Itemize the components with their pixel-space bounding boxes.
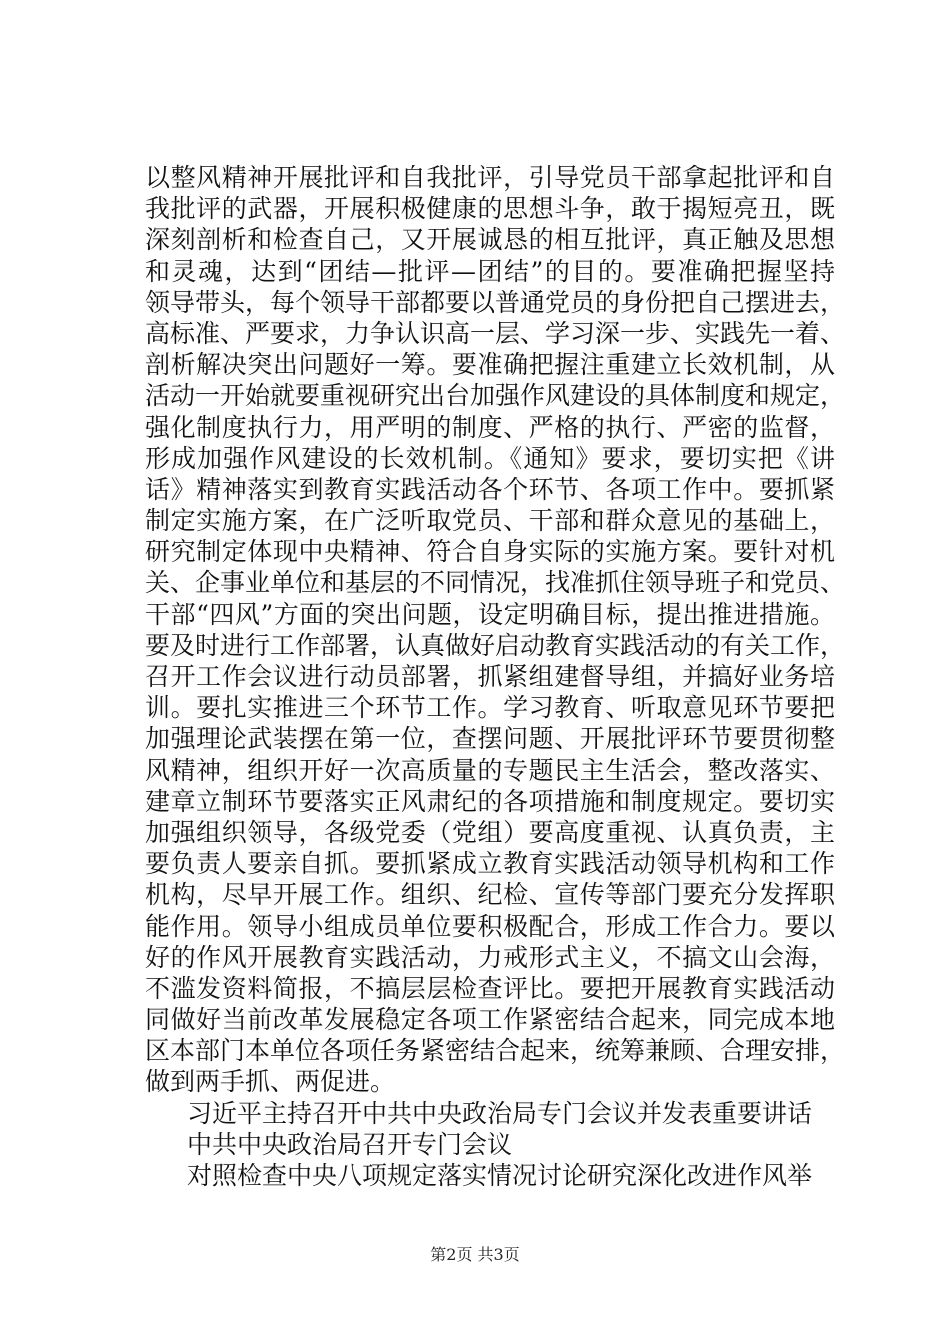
paragraph-line: 深刻剖析和检查自己，又开展诚恳的相互批评，真正触及思想 [145,225,835,255]
paragraph-line: 关、企事业单位和基层的不同情况，找准抓住领导班子和党员、 [145,568,846,598]
page-number-footer: 第2页 共3页 [430,1245,520,1264]
headline-line: 习近平主持召开中共中央政治局专门会议并发表重要讲话 [187,1098,813,1128]
paragraph-line: 形成加强作风建设的长效机制。《通知》要求，要切实把《讲 [145,443,835,473]
paragraph-line: 建章立制环节要落实正风肃纪的各项措施和制度规定。要切实 [145,786,835,816]
paragraph-line: 以整风精神开展批评和自我批评，引导党员干部拿起批评和自 [145,163,835,192]
paragraph-line: 强化制度执行力，用严明的制度、严格的执行、严密的监督， [145,412,835,442]
paragraph-line: 要及时进行工作部署，认真做好启动教育实践活动的有关工作， [145,630,846,660]
paragraph-line: 话》精神落实到教育实践活动各个环节、各项工作中。要抓紧 [145,474,835,504]
paragraph-line: 和灵魂，达到“团结—批评—团结”的目的。要准确把握坚持 [145,256,835,286]
paragraph-line: 机构，尽早开展工作。组织、纪检、宣传等部门要充分发挥职 [145,880,835,910]
paragraph-line: 制定实施方案，在广泛听取党员、干部和群众意见的基础上， [145,506,835,536]
paragraph-line: 能作用。领导小组成员单位要积极配合，形成工作合力。要以 [145,911,835,941]
paragraph-line: 区本部门本单位各项任务紧密结合起来，统筹兼顾、合理安排， [145,1036,846,1066]
paragraph-line: 要负责人要亲自抓。要抓紧成立教育实践活动领导机构和工作 [145,849,835,879]
paragraph-line: 研究制定体现中央精神、符合自身实际的实施方案。要针对机 [145,537,835,567]
paragraph-line: 高标准、严要求，力争认识高一层、学习深一步、实践先一着、 [145,318,846,348]
paragraph-line: 好的作风开展教育实践活动，力戒形式主义，不搞文山会海， [145,942,835,972]
paragraph-line: 召开工作会议进行动员部署，抓紧组建督导组，并搞好业务培 [145,662,835,691]
document-body [145,162,846,1191]
paragraph-line: 干部“四风”方面的突出问题，设定明确目标，提出推进措施。 [145,599,835,629]
paragraph-line: 同做好当前改革发展稳定各项工作紧密结合起来，同完成本地 [145,1005,835,1035]
paragraph-line: 做到两手抓、两促进。 [145,1067,396,1097]
headline-line: 中共中央政治局召开专门会议 [187,1129,513,1159]
paragraph-line: 活动一开始就要重视研究出台加强作风建设的具体制度和规定， [145,381,846,411]
headline-line: 对照检查中央八项规定落实情况讨论研究深化改进作风举 [187,1161,813,1190]
paragraph-line: 加强组织领导，各级党委（党组）要高度重视、认真负责，主 [145,817,835,847]
paragraph-line: 风精神，组织开好一次高质量的专题民主生活会，整改落实、 [145,755,835,785]
paragraph-line: 剖析解决突出问题好一筹。要准确把握注重建立长效机制，从 [145,350,835,380]
paragraph-line: 领导带头，每个领导干部都要以普通党员的身份把自己摆进去， [145,287,846,317]
paragraph-line: 不滥发资料简报，不搞层层检查评比。要把开展教育实践活动 [145,973,835,1003]
paragraph-line: 我批评的武器，开展积极健康的思想斗争，敢于揭短亮丑，既 [145,194,835,224]
paragraph-line: 加强理论武装摆在第一位，查摆问题、开展批评环节要贯彻整 [145,724,835,754]
paragraph-line: 训。要扎实推进三个环节工作。学习教育、听取意见环节要把 [145,693,835,723]
